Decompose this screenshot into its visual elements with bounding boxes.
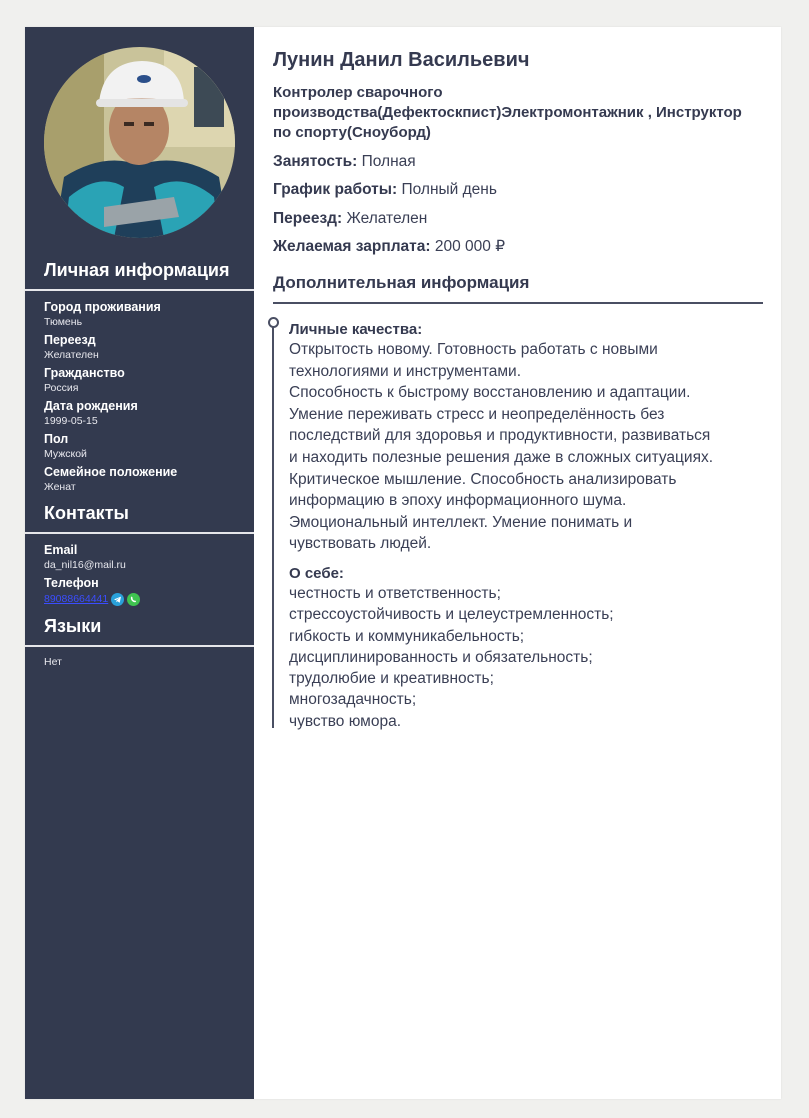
divider (25, 532, 254, 534)
employment-label: Занятость: (273, 152, 358, 170)
salary-value: 200 000 ₽ (434, 238, 506, 255)
whatsapp-icon[interactable] (127, 593, 140, 606)
timeline-line (272, 324, 274, 728)
personal-qualities-text (289, 339, 763, 555)
main-content (273, 27, 763, 732)
text-line: Критическое мышление. Способность анализировать (289, 470, 677, 488)
languages-heading: Языки (44, 616, 102, 636)
field-label: Пол (44, 432, 69, 446)
telegram-icon[interactable] (111, 593, 124, 606)
phone-link[interactable]: 89088664441 (44, 593, 109, 605)
about-item: многозадачность; (289, 691, 417, 709)
field-value: Мужской (44, 448, 87, 460)
text-line: Эмоциональный интеллект. Умение понимать и (289, 513, 633, 531)
text-line: чувствовать людей. (289, 535, 432, 553)
field-value: Женат (44, 481, 76, 493)
personal-field-citizenship (44, 365, 254, 395)
email-value: da_nil16@mail.ru (44, 559, 126, 571)
personal-field-gender (44, 431, 254, 461)
about-item: стрессоустойчивость и целеустремленность; (289, 606, 614, 624)
text-line: технологиями и инструментами. (289, 362, 522, 380)
field-label: Переезд (44, 333, 96, 347)
desired-position: Контролер сварочного производства(Дефектоскпист)Электромонтажник , Инструктор по спорту(Сноуборд) (273, 84, 742, 141)
additional-timeline (273, 320, 763, 732)
person-name: Лунин Данил Васильевич (273, 49, 530, 71)
sidebar (25, 27, 254, 1099)
employment-value: Полная (361, 152, 416, 170)
personal-field-birthdate (44, 398, 254, 428)
field-value: 1999-05-15 (44, 415, 98, 427)
employment-row (273, 152, 763, 172)
text-line: и находить полезные решения даже в сложных ситуациях. (289, 448, 714, 466)
divider (273, 302, 763, 304)
schedule-label: График работы: (273, 181, 398, 198)
field-label: Семейное положение (44, 465, 178, 479)
about-item: дисциплинированность и обязательность; (289, 648, 593, 666)
about-item: гибкость и коммуникабельность; (289, 627, 525, 645)
about-item: честность и ответственность; (289, 584, 501, 602)
text-line: Способность к быстрому восстановлению и адаптации. (289, 384, 691, 402)
personal-field-marital-status (44, 464, 254, 494)
text-line: Открытость новому. Готовность работать с новыми (289, 341, 658, 358)
profile-photo (44, 47, 235, 238)
field-label: Дата рождения (44, 399, 138, 413)
timeline-dot (268, 317, 279, 328)
schedule-value: Полный день (401, 181, 497, 198)
resume-page (25, 27, 781, 1099)
personal-field-relocation (44, 332, 254, 362)
field-value: Желателен (44, 349, 99, 361)
email-label: Email (44, 543, 78, 557)
personal-qualities-title: Личные качества: (289, 321, 423, 338)
personal-field-city (44, 299, 254, 329)
relocation-row (273, 209, 763, 229)
relocation-label: Переезд: (273, 209, 343, 227)
salary-row (273, 237, 763, 257)
additional-info-heading: Дополнительная информация (273, 273, 530, 292)
languages-value: Нет (44, 656, 62, 668)
schedule-row (273, 180, 763, 200)
about-list (289, 583, 763, 732)
phone-label: Телефон (44, 576, 99, 590)
phone-row (44, 591, 254, 607)
sidebar-content (44, 259, 254, 669)
about-title: О себе: (289, 564, 344, 582)
about-item: чувство юмора. (289, 712, 401, 730)
text-line: Умение переживать стресс и неопределённость без (289, 405, 665, 423)
text-line: информацию в эпоху информационного шума. (289, 492, 627, 510)
divider (25, 289, 254, 291)
contacts-heading: Контакты (44, 503, 129, 523)
relocation-value: Желателен (346, 209, 428, 227)
about-item: трудолюбие и креативность; (289, 670, 494, 688)
field-value: Россия (44, 382, 79, 394)
field-value: Тюмень (44, 316, 83, 328)
salary-label: Желаемая зарплата: (273, 238, 431, 255)
personal-info-heading: Личная информация (44, 260, 230, 280)
field-label: Город проживания (44, 300, 161, 314)
divider (25, 645, 254, 647)
field-label: Гражданство (44, 366, 125, 380)
text-line: последствий для здоровья и продуктивности, развиваться (289, 427, 711, 445)
